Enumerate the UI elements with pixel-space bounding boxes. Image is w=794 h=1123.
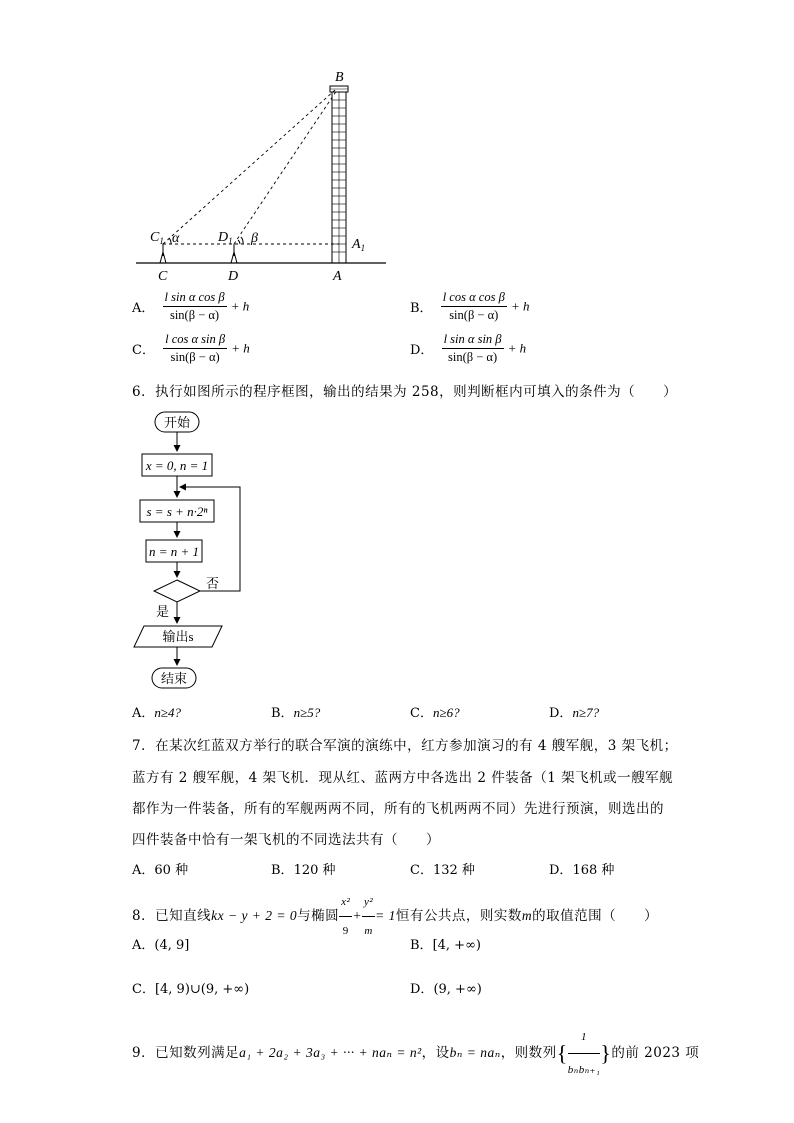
- tower-geometry-figure: [130, 66, 400, 286]
- q8-option-b[interactable]: B．[4, +∞): [410, 938, 481, 953]
- flow-init-label: x = 0, n = 1: [145, 458, 209, 473]
- q9-stem: 9．已知数列满足a₁ + 2a₂ + 3a₃ + ··· + naₙ = n²，设bₙ = naₙ，则数列{ $\frac{1}{\text{bₙbₙ₊₁}}$ }的前 2023 项: [132, 1022, 699, 1085]
- q6-option-c[interactable]: C．n≥6?: [410, 705, 460, 721]
- flow-end-label: 结束: [160, 671, 188, 686]
- q5-option-d[interactable]: [410, 332, 526, 365]
- q6-option-a[interactable]: A．n≥4?: [132, 705, 182, 721]
- q7-option-b[interactable]: B．120 种: [271, 863, 336, 878]
- flow-assign-n-label: n = n + 1: [148, 544, 200, 559]
- q8-option-d[interactable]: D．(9, +∞): [410, 982, 482, 997]
- flow-output-label: 输出s: [162, 629, 194, 644]
- program-flowchart: [130, 406, 270, 694]
- label-c1: $C_1$: [150, 230, 164, 246]
- label-d: D: [228, 269, 239, 284]
- option-fraction: $\frac{\text{l sin α sin β}}{\sin(\beta - \alpha)}$: [443, 332, 502, 364]
- option-tail: + h: [230, 298, 250, 314]
- q5-option-c[interactable]: [132, 332, 250, 365]
- q5-option-a[interactable]: [132, 290, 249, 323]
- q7-stem-line-3: 都作为一件装备，所有的军舰两两不同，所有的飞机两两不同）先进行预演，则选出的: [132, 801, 664, 817]
- flow-no-label: 否: [206, 576, 220, 591]
- option-fraction: $\frac{\text{l sin α cos β}}{\sin(\beta - \alpha)}$: [164, 290, 225, 322]
- q7-stem-line-2: 蓝方有 2 艘军舰，4 架飞机．现从红、蓝两方中各选出 2 件装备（1 架飞机或一艘军舰: [132, 770, 674, 786]
- q7-option-d[interactable]: D．168 种: [549, 863, 615, 878]
- flow-yes-label: 是: [156, 604, 170, 619]
- q5-option-b[interactable]: [410, 290, 529, 323]
- option-fraction: $\frac{\text{l cos α cos β}}{\sin(\beta - \alpha)}$: [442, 290, 505, 322]
- q7-option-c[interactable]: C．132 种: [410, 863, 475, 878]
- option-tail: + h: [510, 298, 530, 314]
- label-a: A: [333, 269, 342, 284]
- option-tail: + h: [507, 340, 527, 356]
- q8-option-a[interactable]: A．(4, 9]: [132, 938, 190, 953]
- q7-stem-line-1: 7．在某次红蓝双方举行的联合军演的演练中，红方参加演习的有 4 艘军舰，3 架飞机；: [132, 738, 678, 754]
- label-beta: β: [251, 231, 258, 246]
- flow-start-label: 开始: [163, 415, 191, 430]
- label-alpha: α: [172, 231, 180, 246]
- option-label: B．: [410, 301, 433, 316]
- option-label: C．: [132, 343, 155, 358]
- label-b: B: [335, 70, 344, 85]
- option-label: D．: [410, 343, 434, 358]
- q6-stem: 6．执行如图所示的程序框图，输出的结果为 258，则判断框内可填入的条件为（ ）: [132, 384, 678, 400]
- q7-option-a[interactable]: A．60 种: [132, 863, 189, 878]
- q8-option-c[interactable]: C．[4, 9)∪(9, +∞): [132, 982, 250, 997]
- q8-stem: 8．已知直线kx − y + 2 = 0与椭圆 $\frac{\text{x²}}{9}$ + $\frac{\text{y²}}{m}$ = 1恒有公共点，则实数m的取值范围（ ）: [132, 889, 658, 944]
- label-d1: $D_1$: [218, 230, 233, 246]
- option-fraction: $\frac{\text{l cos α sin β}}{\sin(\beta - \alpha)}$: [165, 332, 226, 364]
- q6-option-d[interactable]: D．n≥7?: [549, 705, 600, 721]
- label-a1: $A_1$: [352, 237, 366, 253]
- option-label: A．: [132, 301, 155, 316]
- label-c: C: [158, 269, 168, 284]
- flow-assign-s-label: s = s + n·2ⁿ: [146, 504, 208, 519]
- option-tail: + h: [231, 340, 250, 356]
- q7-stem-line-4: 四件装备中恰有一架飞机的不同选法共有（ ）: [132, 832, 440, 848]
- q6-option-b[interactable]: B．n≥5?: [271, 705, 321, 721]
